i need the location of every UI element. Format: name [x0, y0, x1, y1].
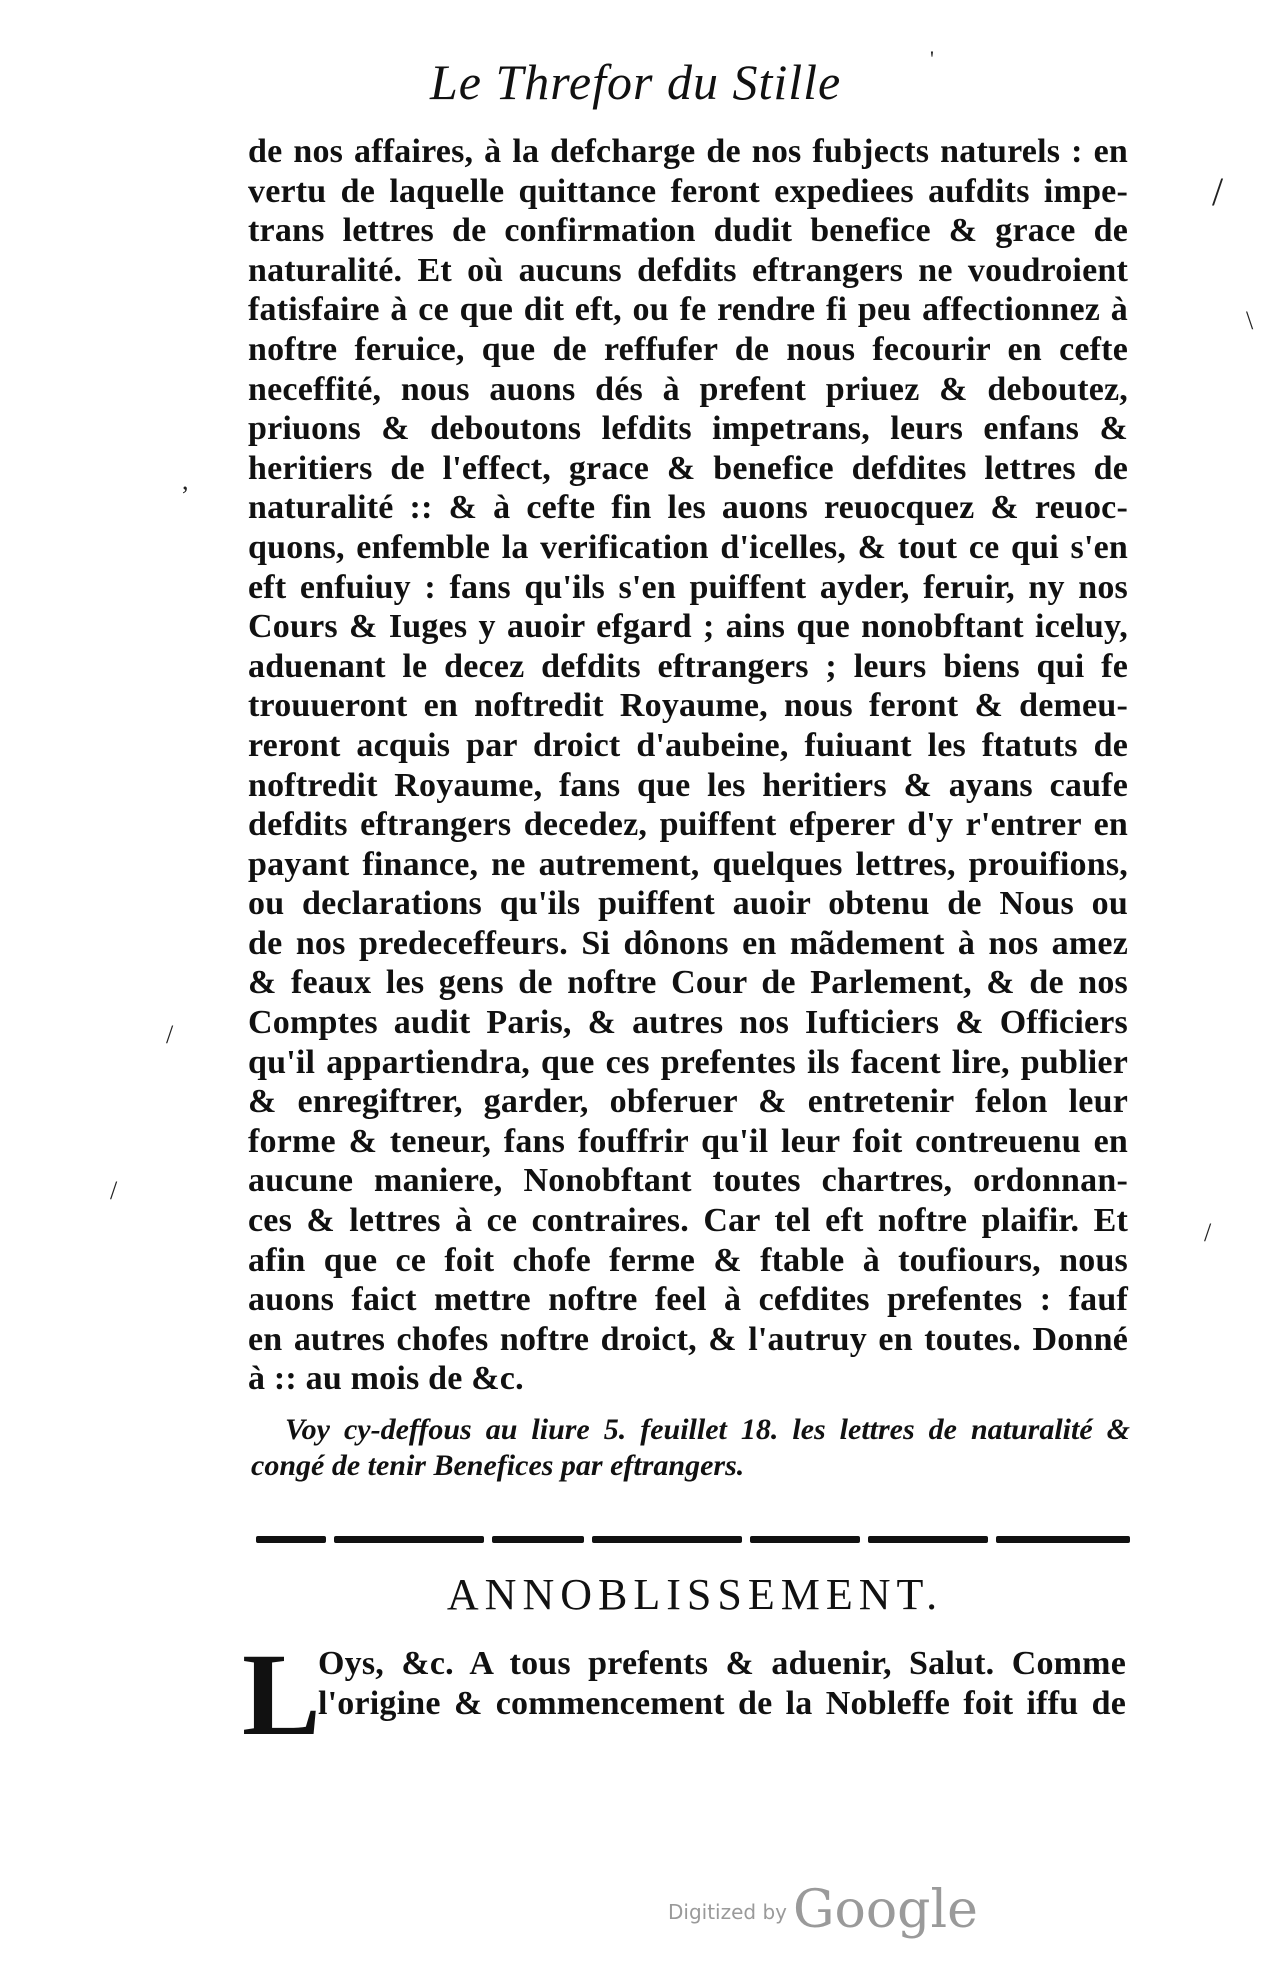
watermark-prefix: Digitized by	[668, 1900, 787, 1924]
section-heading: ANNOBLISSEMENT.	[446, 1570, 944, 1619]
body-line: en autres chofes noftre droict, & l'autruy en toutes. Donné	[248, 1320, 1128, 1358]
body-line: trans lettres de confirmation dudit benefice & grace de	[248, 212, 1128, 250]
running-title: Le Threfor du Stille	[430, 54, 842, 110]
body-line: naturalité :: & à cefte fin les auons reuocquez & reuoc-	[248, 489, 1128, 527]
body-line: noftredit Royaume, fans que les heritiers & ayans caufe	[248, 766, 1128, 804]
body-line: vertu de laquelle quittance feront expediees aufdits impe-	[248, 172, 1128, 210]
body-line: neceffité, nous auons dés à prefent priuez & deboutez,	[248, 370, 1128, 408]
body-line: fatisfaire à ce que dit eft, ou fe rendre fi peu affectionnez à	[248, 291, 1128, 329]
cross-reference-note	[251, 1412, 1130, 1484]
body-line: reront acquis par droict d'aubeine, fuiuant les ftatuts de	[248, 726, 1128, 764]
margin-stroke: /	[166, 1020, 174, 1049]
google-logo: Google	[793, 1880, 978, 1940]
note-line: Voy cy-deffous au liure 5. feuillet 18. les lettres de naturalité &	[285, 1413, 1130, 1446]
body-line: forme & teneur, fans fouffrir qu'il leur foit contreuenu en	[248, 1122, 1128, 1160]
body-line: ces & lettres à ce contraires. Car tel eft noftre plaifir. Et	[248, 1202, 1128, 1240]
body-line: naturalité. Et où aucuns defdits eftrangers ne voudroient	[248, 251, 1128, 289]
margin-speck: '	[930, 46, 934, 71]
ornamental-rule	[256, 1536, 1130, 1544]
body-line: Oys, &c. A tous prefents & aduenir, Salut. Comme	[318, 1645, 1126, 1682]
body-line: Cours & Iuges y auoir efgard ; ains que nonobftant iceluy,	[248, 608, 1128, 646]
margin-stroke: /	[1204, 1218, 1212, 1247]
body-text	[248, 132, 1128, 1399]
note-line: congé de tenir Benefices par eftrangers.	[251, 1449, 745, 1482]
body-line: aduenant le decez defdits eftrangers ; leurs biens qui fe	[248, 647, 1128, 685]
body-line: de nos affaires, à la defcharge de nos fubjects naturels : en	[248, 133, 1128, 170]
body-line: l'origine & commencement de la Nobleffe foit iffu de	[318, 1685, 1126, 1722]
body-line: & enregiftrer, garder, obferuer & entretenir felon leur	[248, 1083, 1128, 1121]
body-line: eft enfuiuy : fans qu'ils s'en puiffent ayder, feruir, ny nos	[248, 568, 1128, 606]
body-line: defdits eftrangers decedez, puiffent efperer d'y r'entrer en	[248, 806, 1128, 844]
section-opening-text	[318, 1644, 1126, 1724]
body-line: noftre feruice, que de reffufer de nous fecourir en cefte	[248, 330, 1128, 368]
margin-stroke: /	[1212, 169, 1224, 214]
body-line: aucune maniere, Nonobftant toutes chartres, ordonnan-	[248, 1162, 1128, 1200]
drop-cap-initial: L	[242, 1629, 321, 1760]
margin-stroke: \	[1246, 306, 1254, 335]
body-line: ou declarations qu'ils puiffent auoir obtenu de Nous ou	[248, 885, 1128, 923]
body-line: auons faict mettre noftre feel à cefdites prefentes : fauf	[248, 1281, 1128, 1319]
body-line: & feaux les gens de noftre Cour de Parlement, & de nos	[248, 964, 1128, 1002]
body-line: payant finance, ne autrement, quelques lettres, prouifions,	[248, 845, 1128, 883]
margin-stroke: ,	[182, 466, 189, 495]
body-line: à :: au mois de &c.	[248, 1360, 524, 1398]
body-line: de nos predeceffeurs. Si dônons en mãdement à nos amez	[248, 924, 1128, 962]
digitized-watermark	[668, 1880, 978, 1942]
body-line: priuons & deboutons lefdits impetrans, leurs enfans &	[248, 410, 1128, 448]
body-line: Comptes audit Paris, & autres nos Iufticiers & Officiers	[248, 1004, 1128, 1042]
margin-stroke: /	[110, 1176, 118, 1205]
body-line: heritiers de l'effect, grace & benefice defdites lettres de	[248, 449, 1128, 487]
body-line: qu'il appartiendra, que ces prefentes ils facent lire, publier	[248, 1043, 1128, 1081]
body-line: trouueront en noftredit Royaume, nous feront & demeu-	[248, 687, 1128, 725]
body-line: afin que ce foit chofe ferme & ftable à toufiours, nous	[248, 1241, 1128, 1279]
body-line: quons, enfemble la verification d'icelles, & tout ce qui s'en	[248, 528, 1128, 566]
